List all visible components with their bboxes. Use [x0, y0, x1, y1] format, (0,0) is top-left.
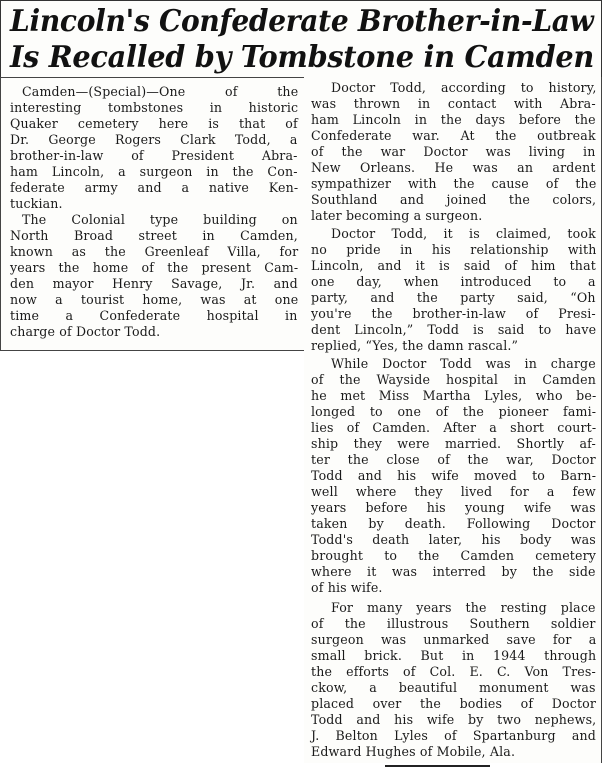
text-line: replied, “Yes, the damn rascal.” [311, 338, 519, 353]
text-line: small brick. But in 1944 through [311, 648, 597, 663]
text-line: party, and the party said, “Oh [311, 290, 596, 305]
article-column-right [304, 77, 602, 763]
text-line: longed to one of the pioneer fami- [311, 404, 597, 419]
article-column-left [0, 77, 305, 351]
text-line: you're the brother-in-law of Presi- [311, 306, 596, 321]
text-line: For many years the resting place [331, 600, 596, 615]
text-line: no pride in his relationship with [311, 242, 597, 257]
text-line: tuckian. [10, 196, 63, 211]
text-line: was thrown in contact with Abra- [311, 96, 596, 111]
text-line: taken by death. Following Doctor [311, 516, 596, 531]
text-line: one day, when introduced to a [311, 274, 596, 289]
text-line: Doctor Todd, according to history, [331, 80, 597, 95]
text-line: Quaker cemetery here is that of [10, 116, 298, 131]
text-line: den mayor Henry Savage, Jr. and [10, 276, 298, 291]
text-line: lies of Camden. After a short court- [311, 420, 597, 435]
text-line: Doctor Todd, it is claimed, took [331, 226, 596, 241]
text-line: interesting tombstones in historic [10, 100, 299, 115]
text-line: of his wife. [311, 580, 383, 595]
text-line: ham Lincoln, a surgeon in the Con- [10, 164, 298, 179]
headline-box [0, 0, 602, 78]
text-line: the efforts of Col. E. C. Von Tres- [311, 664, 596, 679]
text-line: time a Confederate hospital in [10, 308, 298, 323]
text-line: ckow, a beautiful monument was [311, 680, 596, 695]
text-line: Camden—(Special)—One of the [22, 84, 299, 99]
text-line: surgeon was unmarked save for a [311, 632, 597, 647]
text-line: of the war Doctor was living in [311, 144, 596, 159]
text-line: ship they were married. Shortly af- [311, 436, 596, 451]
text-line: Confederate war. At the outbreak [311, 128, 596, 143]
text-line: The Colonial type building on [22, 212, 298, 227]
text-line: Lincoln, and it is said of him that [311, 258, 596, 273]
text-line: now a tourist home, was at one [10, 292, 299, 307]
text-line: sympathizer with the cause of the [311, 176, 597, 191]
text-line: New Orleans. He was an ardent [311, 160, 596, 175]
headline-line-1: Lincoln's Confederate Brother-in-Law [10, 3, 594, 38]
text-line: J. Belton Lyles of Spartanburg and [311, 728, 596, 743]
text-line: ham Lincoln in the days before the [311, 112, 596, 127]
text-line: brother-in-law of President Abra- [10, 148, 298, 163]
text-line: known as the Greenleaf Villa, for [10, 244, 299, 259]
text-line: of the illustrous Southern soldier [311, 616, 596, 631]
text-line: he met Miss Martha Lyles, who be- [311, 388, 597, 403]
text-line: placed over the bodies of Doctor [311, 696, 597, 711]
headline-line-2: Is Recalled by Tombstone in Camden [10, 39, 595, 74]
text-line: While Doctor Todd was in charge [331, 356, 596, 371]
text-line: dent Lincoln,” Todd is said to have [311, 322, 597, 337]
text-line: years the home of the present Cam- [10, 260, 299, 275]
text-line: brought to the Camden cemetery [311, 548, 597, 563]
text-line: Southland and joined the colors, [311, 192, 597, 207]
text-line: Todd and his wife by two nephews, [311, 712, 597, 727]
text-line: well where they lived for a few [311, 484, 596, 499]
text-line: North Broad street in Camden, [10, 228, 298, 243]
text-line: ter the close of the war, Doctor [311, 452, 596, 467]
text-line: of the Wayside hospital in Camden [311, 372, 597, 387]
text-line: Todd and his wife moved to Barn- [311, 468, 597, 483]
text-line: federate army and a native Ken- [10, 180, 299, 195]
text-line: Edward Hughes of Mobile, Ala. [311, 744, 516, 759]
text-line: later becoming a surgeon. [311, 208, 483, 223]
text-line: years before his young wife was [311, 500, 596, 515]
end-rule [385, 765, 490, 767]
text-line: charge of Doctor Todd. [10, 324, 161, 339]
text-line: where it was interred by the side [311, 564, 596, 579]
text-line: Todd's death later, his body was [311, 532, 596, 547]
text-line: Dr. George Rogers Clark Todd, a [10, 132, 298, 147]
